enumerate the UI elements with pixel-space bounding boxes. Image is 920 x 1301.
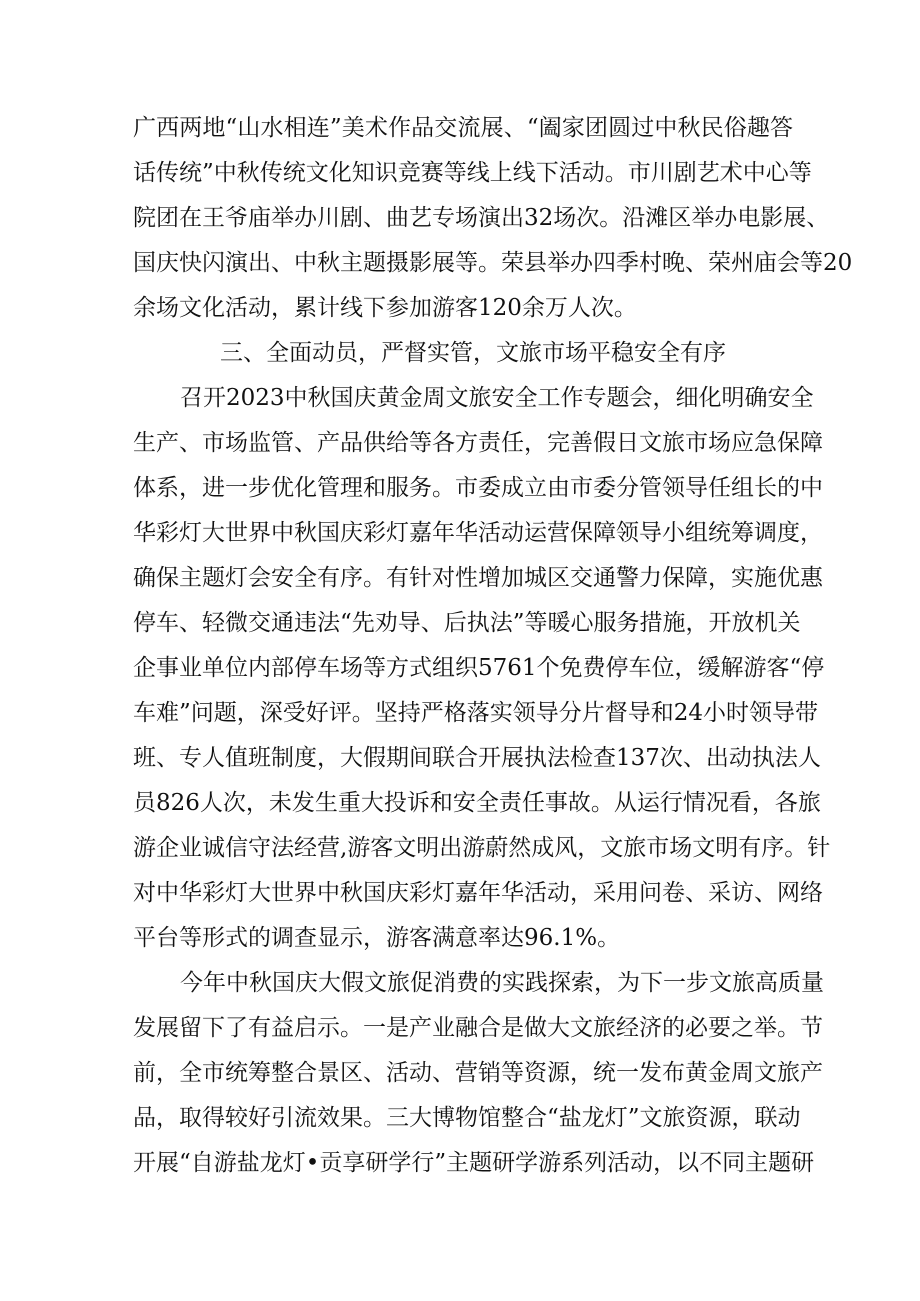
text-line: 开展“自游盐龙灯•贡享研学行”主题研学游系列活动，以不同主题研 bbox=[133, 1150, 815, 1176]
text-line: 余场文化活动，累计线下参加游客120余万人次。 bbox=[133, 295, 637, 321]
text-line: 车难”问题，深受好评。坚持严格落实领导分片督导和24小时领导带 bbox=[133, 700, 819, 726]
text-line: 发展留下了有益启示。一是产业融合是做大文旅经济的必要之举。节 bbox=[133, 1015, 823, 1041]
text-line: 话传统”中秋传统文化知识竞赛等线上线下活动。市川剧艺术中心等 bbox=[133, 160, 812, 186]
text-line: 企事业单位内部停车场等方式组织5761个免费停车位，缓解游客“停 bbox=[133, 655, 825, 681]
text-line: 品，取得较好引流效果。三大博物馆整合“盐龙灯”文旅资源，联动 bbox=[133, 1105, 801, 1131]
text-line: 院团在王爷庙举办川剧、曲艺专场演出32场次。沿滩区举办电影展、 bbox=[133, 205, 830, 231]
text-line: 国庆快闪演出、中秋主题摄影展等。荣县举办四季村晚、荣州庙会等20 bbox=[133, 250, 853, 276]
text-line: 华彩灯大世界中秋国庆彩灯嘉年华活动运营保障领导小组统筹调度， bbox=[133, 520, 823, 546]
text-line: 游企业诚信守法经营,游客文明出游蔚然成风，文旅市场文明有序。针 bbox=[133, 835, 831, 861]
text-line: 生产、市场监管、产品供给等各方责任，完善假日文旅市场应急保障 bbox=[133, 430, 823, 456]
text-line: 员826人次，未发生重大投诉和安全责任事故。从运行情况看，各旅 bbox=[133, 790, 821, 816]
section-heading: 三、全面动员，严督实管，文旅市场平稳安全有序 bbox=[220, 340, 726, 366]
text-line: 对中华彩灯大世界中秋国庆彩灯嘉年华活动，采用问卷、采访、网络 bbox=[133, 880, 823, 906]
paragraph-first-line: 今年中秋国庆大假文旅促消费的实践探索，为下一步文旅高质量 bbox=[180, 970, 824, 996]
text-line: 停车、轻微交通违法“先劝导、后执法”等暖心服务措施，开放机关 bbox=[133, 610, 801, 636]
text-line: 班、专人值班制度，大假期间联合开展执法检查137次、出动执法人 bbox=[133, 745, 821, 771]
paragraph-first-line: 召开2023中秋国庆黄金周文旅安全工作专题会，细化明确安全 bbox=[180, 385, 814, 411]
text-line: 平台等形式的调查显示，游客满意率达96.1%。 bbox=[133, 925, 621, 951]
text-line: 确保主题灯会安全有序。有针对性增加城区交通警力保障，实施优惠 bbox=[133, 565, 823, 591]
text-line: 广西两地“山水相连”美术作品交流展、“阖家团圆过中秋民俗趣答 bbox=[133, 115, 793, 141]
text-line: 前，全市统筹整合景区、活动、营销等资源，统一发布黄金周文旅产 bbox=[133, 1060, 823, 1086]
text-line: 体系，进一步优化管理和服务。市委成立由市委分管领导任组长的中 bbox=[133, 475, 823, 501]
